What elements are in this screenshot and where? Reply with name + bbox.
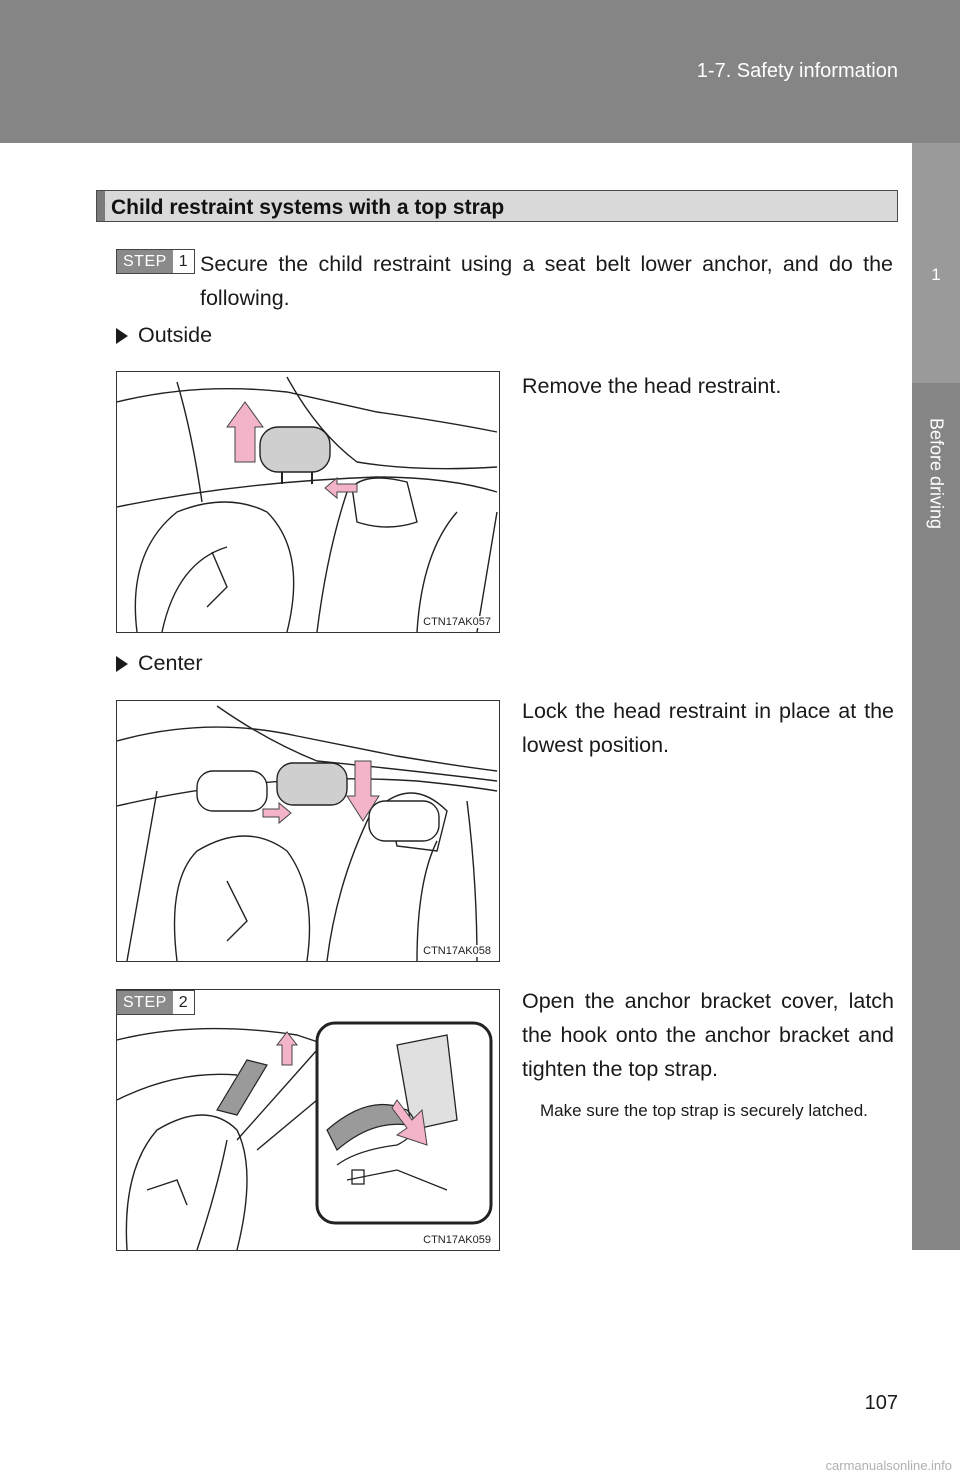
page-header <box>0 0 960 143</box>
seat-illustration-1 <box>117 372 499 632</box>
figure-code: CTN17AK057 <box>423 616 491 628</box>
head-restraint <box>277 763 347 805</box>
step-number: 2 <box>173 991 194 1014</box>
chapter-side-tab <box>912 143 960 1250</box>
arrow-pink-icon <box>277 1032 297 1065</box>
center-label: Center <box>138 651 203 675</box>
page-number: 107 <box>864 1392 898 1414</box>
step-number: 1 <box>173 250 194 273</box>
step-1-text: Secure the child restraint using a seat belt lower anchor, and do the following. <box>200 252 893 310</box>
watermark: carmanualsonline.info <box>825 1458 952 1473</box>
head-restraint <box>260 427 330 472</box>
outside-label: Outside <box>138 323 213 347</box>
arrow-pink-icon <box>227 402 263 462</box>
header-title: 1-7. Safety information <box>696 60 898 82</box>
seat-illustration-2 <box>117 701 499 961</box>
step-word: STEP <box>117 991 173 1014</box>
outside-bullet <box>116 323 212 348</box>
step-word: STEP <box>117 250 173 273</box>
step-2-text: Open the anchor bracket cover, latch the hook onto the anchor bracket and tighten the top strap. <box>522 989 894 1081</box>
chapter-label: Before driving <box>926 417 947 530</box>
seat-illustration-3 <box>117 990 499 1250</box>
chapter-number: 1 <box>931 265 941 284</box>
side-tab-highlight <box>912 143 960 383</box>
figure-code: CTN17AK059 <box>423 1234 491 1246</box>
arrow-pink-icon <box>325 478 357 498</box>
triangle-right-icon <box>116 328 128 344</box>
figure-center-head-restraint <box>116 700 500 962</box>
center-text: Lock the head restraint in place at the lowest position. <box>522 699 894 757</box>
step-2-badge <box>116 990 195 1015</box>
section-title: Child restraint systems with a top strap <box>111 196 505 219</box>
arrow-pink-icon <box>263 803 291 823</box>
step-2-note: Make sure the top strap is securely latched. <box>540 1101 868 1120</box>
center-bullet <box>116 651 203 676</box>
figure-code: CTN17AK058 <box>423 945 491 957</box>
triangle-right-icon <box>116 656 128 672</box>
figure-anchor-bracket <box>116 989 500 1251</box>
figure-outside-head-restraint <box>116 371 500 633</box>
outside-text: Remove the head restraint. <box>522 374 782 398</box>
section-title-bar <box>96 190 898 222</box>
step-1-badge <box>116 249 195 274</box>
